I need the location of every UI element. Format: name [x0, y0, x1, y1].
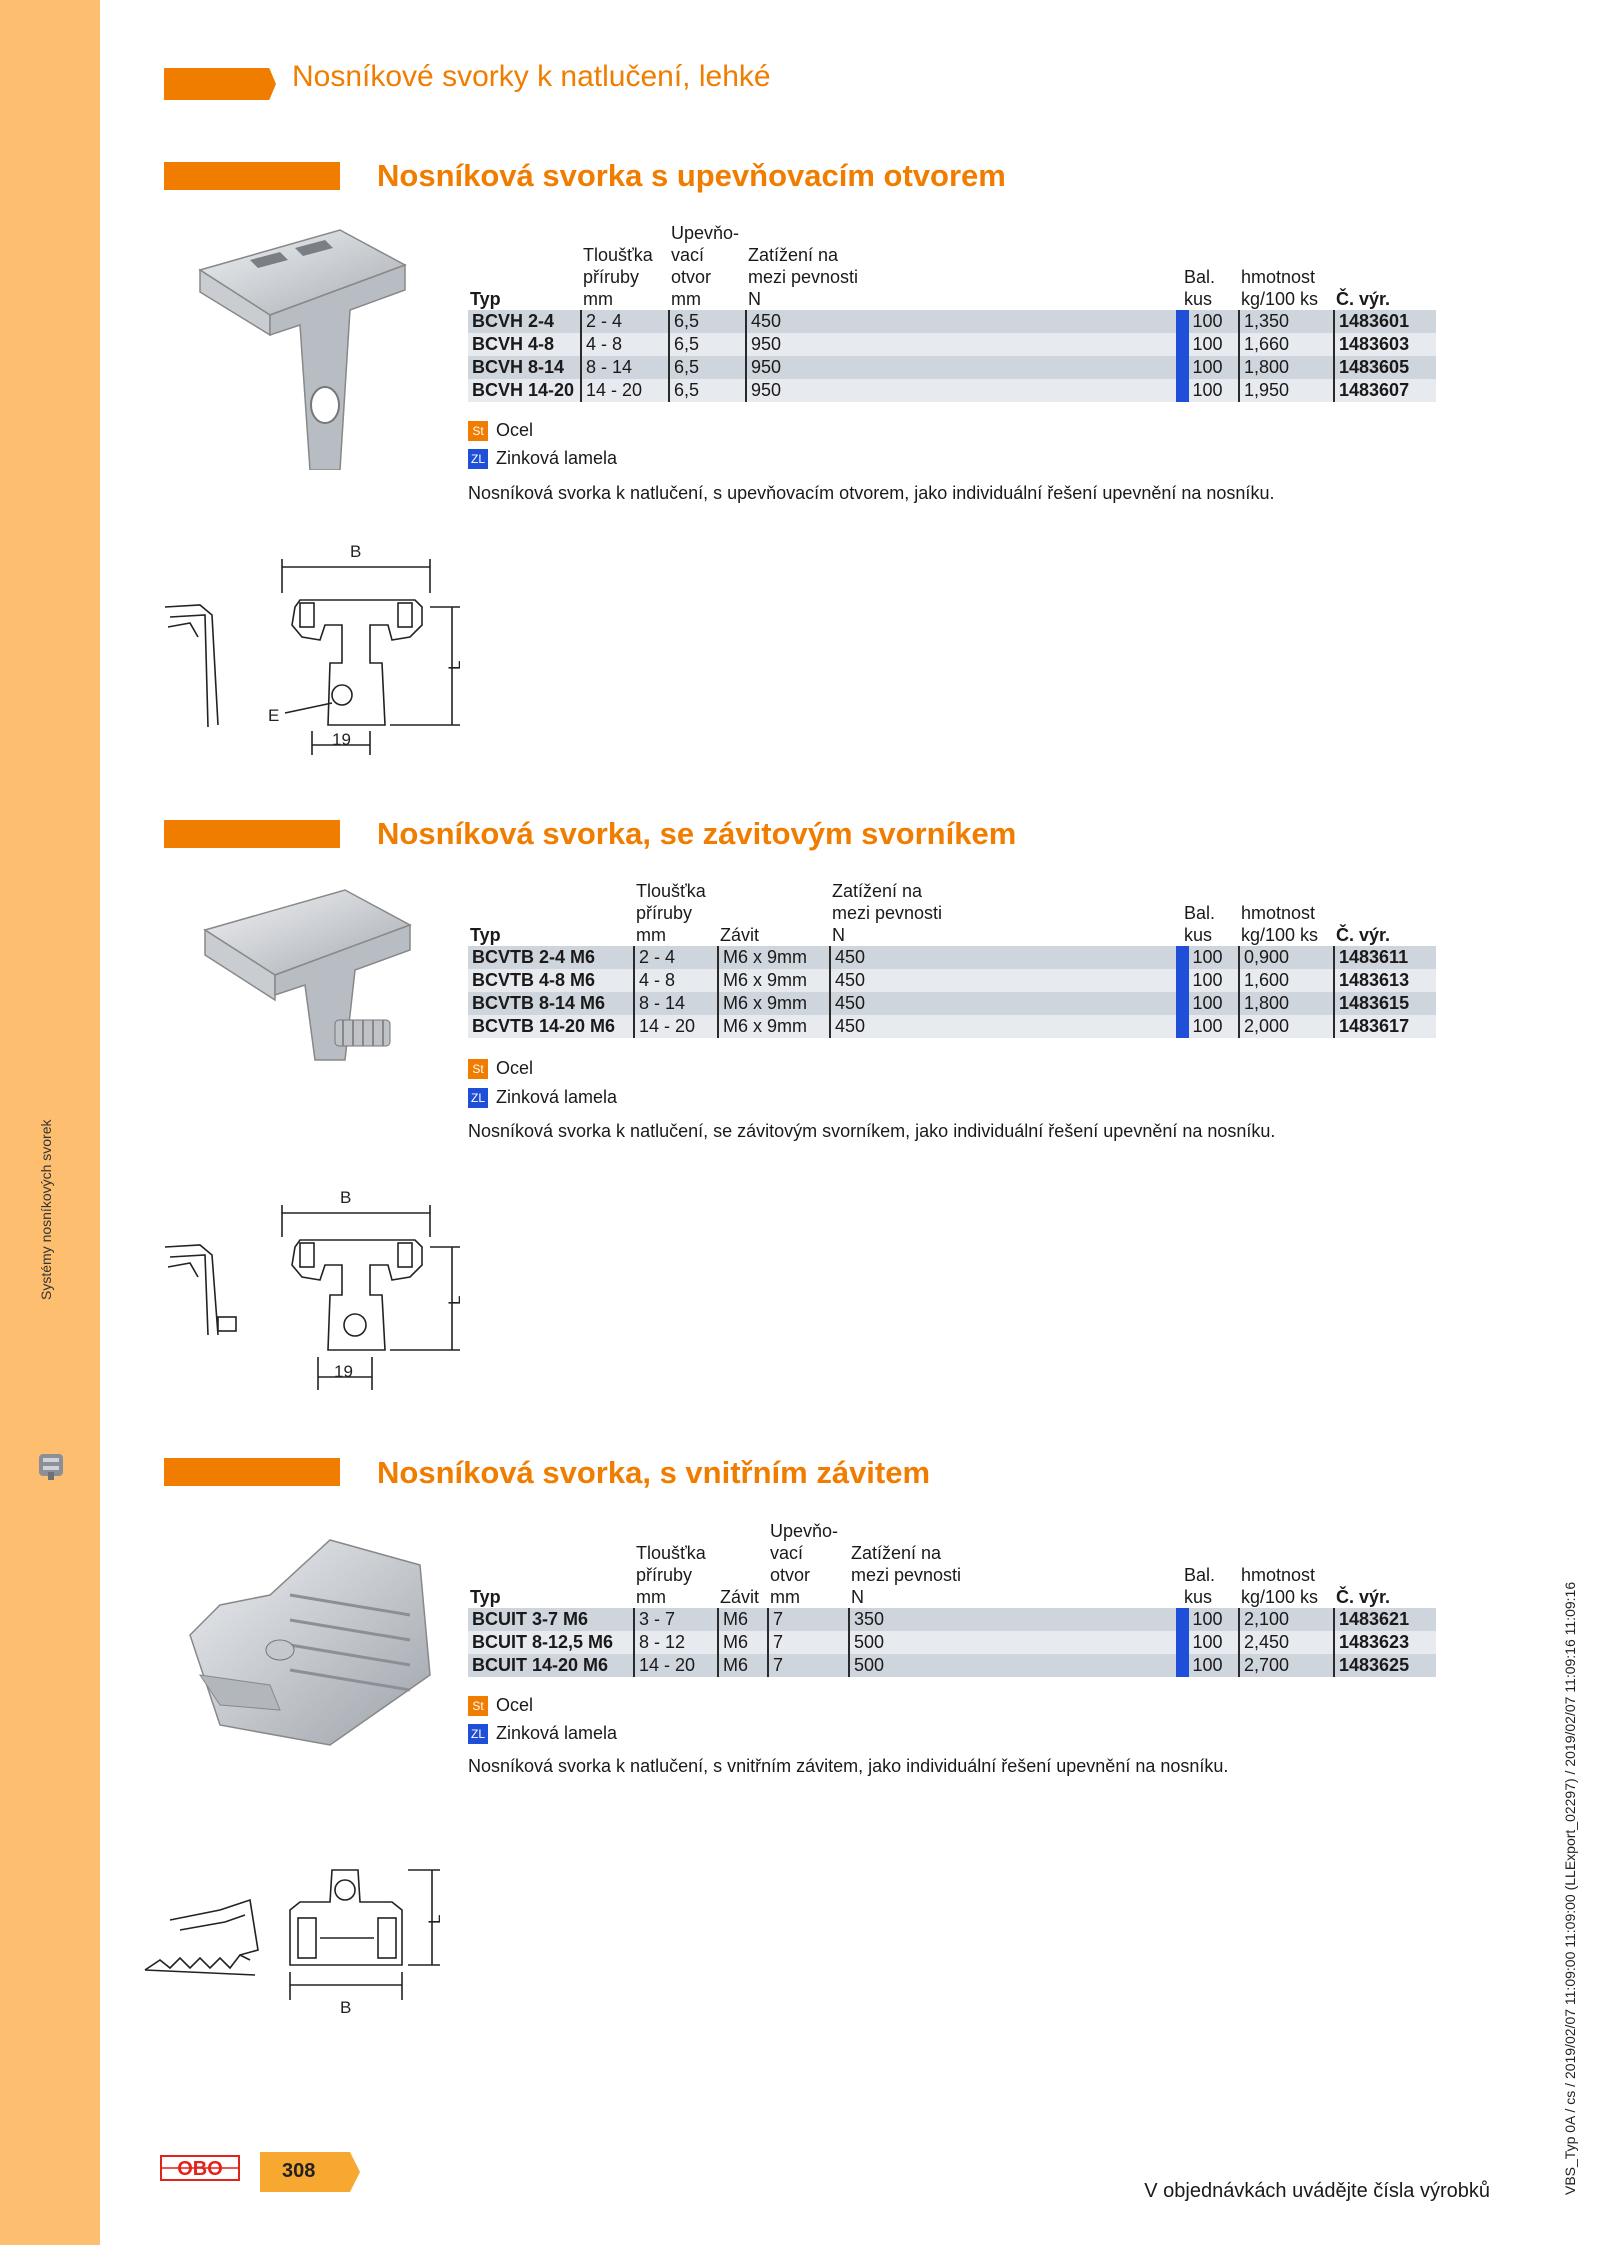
steel-badge: St	[468, 1059, 488, 1079]
table-row: BCVH 4-8 4 - 8 6,5 950 100 1,660 1483603	[468, 333, 1436, 356]
table-row: BCUIT 14-20 M6 14 - 20 M6 7 500 100 2,700 1483625	[468, 1654, 1436, 1677]
zinc-badge: ZL	[468, 1088, 488, 1108]
section-2-title: Nosníková svorka, se závitovým svorníkem	[377, 816, 1017, 851]
section-2-bar	[164, 820, 340, 848]
material-zinc: ZL Zinková lamela	[468, 1723, 617, 1744]
svg-text:19: 19	[334, 1362, 353, 1381]
page-title: Nosníkové svorky k natlučení, lehké	[292, 60, 771, 93]
section-1-table: Tloušťka příruby Upevňo- vací otvor Zatížení na mezi pevnosti Bal. hmotnost Typ mm mm N kus kg/100 ks Č. výr. BCVH 2-4 2 - 4 6,5 450 100 1,350 1483601 BCVH 4-8 4 - 8 6,5 950 100 1,660 1483603 BCVH 8-14 8 - 14 6,5 950 100 1,800 1483605 BCVH 14-20 14 - 20 6,5 950 100 1,950 1483607	[468, 222, 1436, 402]
steel-badge: St	[468, 421, 488, 441]
svg-text:L: L	[445, 1295, 464, 1305]
bcuit-technical-drawing	[140, 1860, 460, 2020]
dim-l-label: L	[445, 660, 464, 670]
dim-e-label: E	[268, 706, 280, 725]
col-weight-header: hmotnost	[1241, 267, 1316, 287]
svg-text:L: L	[425, 1914, 444, 1924]
section-3-bar	[164, 1458, 340, 1486]
svg-text:B: B	[340, 1998, 352, 2017]
table-row: BCUIT 3-7 M6 3 - 7 M6 7 350 100 2,100 1483621	[468, 1608, 1436, 1631]
sidebar-category-label: Systémy nosníkových svorek	[38, 1119, 54, 1300]
table-row: BCVH 2-4 2 - 4 6,5 450 100 1,350 1483601	[468, 310, 1436, 333]
section-3-table: Tloušťka příruby Upevňo- vací otvor Zatížení na mezi pevnosti Bal. hmotnost Typ mm Závit mm N kus kg/100 ks Č. výr. BCUIT 3-7 M6 3 - 7 M6 7 350 100 2,100 1483621 BCUIT 8-12,5 M6 8 - 12 M6 7 500 100 2,450 1483623 BCUIT 14-20 M6 14 - 20 M6 7 500 100 2,700 1483625	[468, 1520, 1436, 1677]
table-row: BCUIT 8-12,5 M6 8 - 12 M6 7 500 100 2,450 1483623	[468, 1631, 1436, 1654]
zinc-badge: ZL	[468, 1724, 488, 1744]
section-2-description: Nosníková svorka k natlučení, se závitovým svorníkem, jako individuální řešení upevnění na nosníku.	[468, 1121, 1276, 1141]
col-hole-header: Upevňo- vací otvor	[671, 223, 740, 287]
col-pack-header: Bal.	[1184, 267, 1216, 287]
material-steel: St Ocel	[468, 420, 533, 441]
table-row: BCVTB 8-14 M6 8 - 14 M6 x 9mm 450 100 1,800 1483615	[468, 992, 1436, 1015]
dim-b-label: B	[350, 545, 362, 561]
zinc-badge: ZL	[468, 449, 488, 469]
svg-text:OBO: OBO	[177, 2158, 223, 2180]
clamp-category-icon	[34, 1448, 68, 1482]
table-row: BCVTB 2-4 M6 2 - 4 M6 x 9mm 450 100 0,900 1483611	[468, 946, 1436, 969]
bcvtb-technical-drawing	[160, 1185, 480, 1395]
print-metadata: VBS_Typ 0A / cs / 2019/02/07 11:09:00 11:09:00 (LLExport_02297) / 2019/02/07 11:09:16 11:09:16	[1562, 1581, 1578, 2195]
material-zinc: ZL Zinková lamela	[468, 1087, 617, 1108]
steel-badge: St	[468, 1696, 488, 1716]
header-flag	[164, 68, 276, 100]
section-1-description: Nosníková svorka k natlučení, s upevňovacím otvorem, jako individuální řešení upevnění na nosníku.	[468, 483, 1275, 503]
col-load-header: Zatížení na mezi pevnosti	[748, 245, 859, 287]
section-1-bar	[164, 162, 340, 190]
table-row: BCVTB 4-8 M6 4 - 8 M6 x 9mm 450 100 1,600 1483613	[468, 969, 1436, 992]
material-zinc: ZL Zinková lamela	[468, 448, 617, 469]
bcvtb-product-photo	[185, 880, 435, 1100]
obo-logo	[160, 2153, 240, 2183]
bcvh-product-photo	[180, 220, 430, 470]
section-3-description: Nosníková svorka k natlučení, s vnitřním závitem, jako individuální řešení upevnění na nosníku.	[468, 1756, 1229, 1776]
table-row: BCVH 14-20 14 - 20 6,5 950 100 1,950 1483607	[468, 379, 1436, 402]
bcuit-product-photo	[180, 1525, 440, 1765]
col-flange-header: Tloušťka příruby	[583, 245, 653, 287]
svg-text:B: B	[340, 1188, 352, 1207]
section-1-title: Nosníková svorka s upevňovacím otvorem	[377, 158, 1006, 193]
section-3-title: Nosníková svorka, s vnitřním závitem	[377, 1455, 931, 1490]
table-row: BCVTB 14-20 M6 14 - 20 M6 x 9mm 450 100 2,000 1483617	[468, 1015, 1436, 1038]
bcvh-technical-drawing	[160, 545, 480, 760]
col-type-header: Typ	[470, 289, 501, 309]
footer-order-note: V objednávkách uvádějte čísla výrobků	[1144, 2180, 1490, 2202]
table-row: BCVH 8-14 8 - 14 6,5 950 100 1,800 1483605	[468, 356, 1436, 379]
col-article-header: Č. výr.	[1336, 289, 1391, 309]
material-steel: St Ocel	[468, 1058, 533, 1079]
material-steel: St Ocel	[468, 1695, 533, 1716]
dim-width-label: 19	[332, 730, 351, 749]
section-2-table: Tloušťka příruby Zatížení na mezi pevnosti Bal. hmotnost Typ mm Závit N kus kg/100 ks Č. výr. BCVTB 2-4 M6 2 - 4 M6 x 9mm 450 100 0,900 1483611 BCVTB 4-8 M6 4 - 8 M6 x 9mm 450 100 1,600 1483613 BCVTB 8-14 M6 8 - 14 M6 x 9mm 450 100 1,800 1483615 BCVTB 14-20 M6 14 - 20 M6 x 9mm 450 100 2,000 1483617	[468, 880, 1436, 1038]
page-number: 308	[282, 2160, 316, 2182]
